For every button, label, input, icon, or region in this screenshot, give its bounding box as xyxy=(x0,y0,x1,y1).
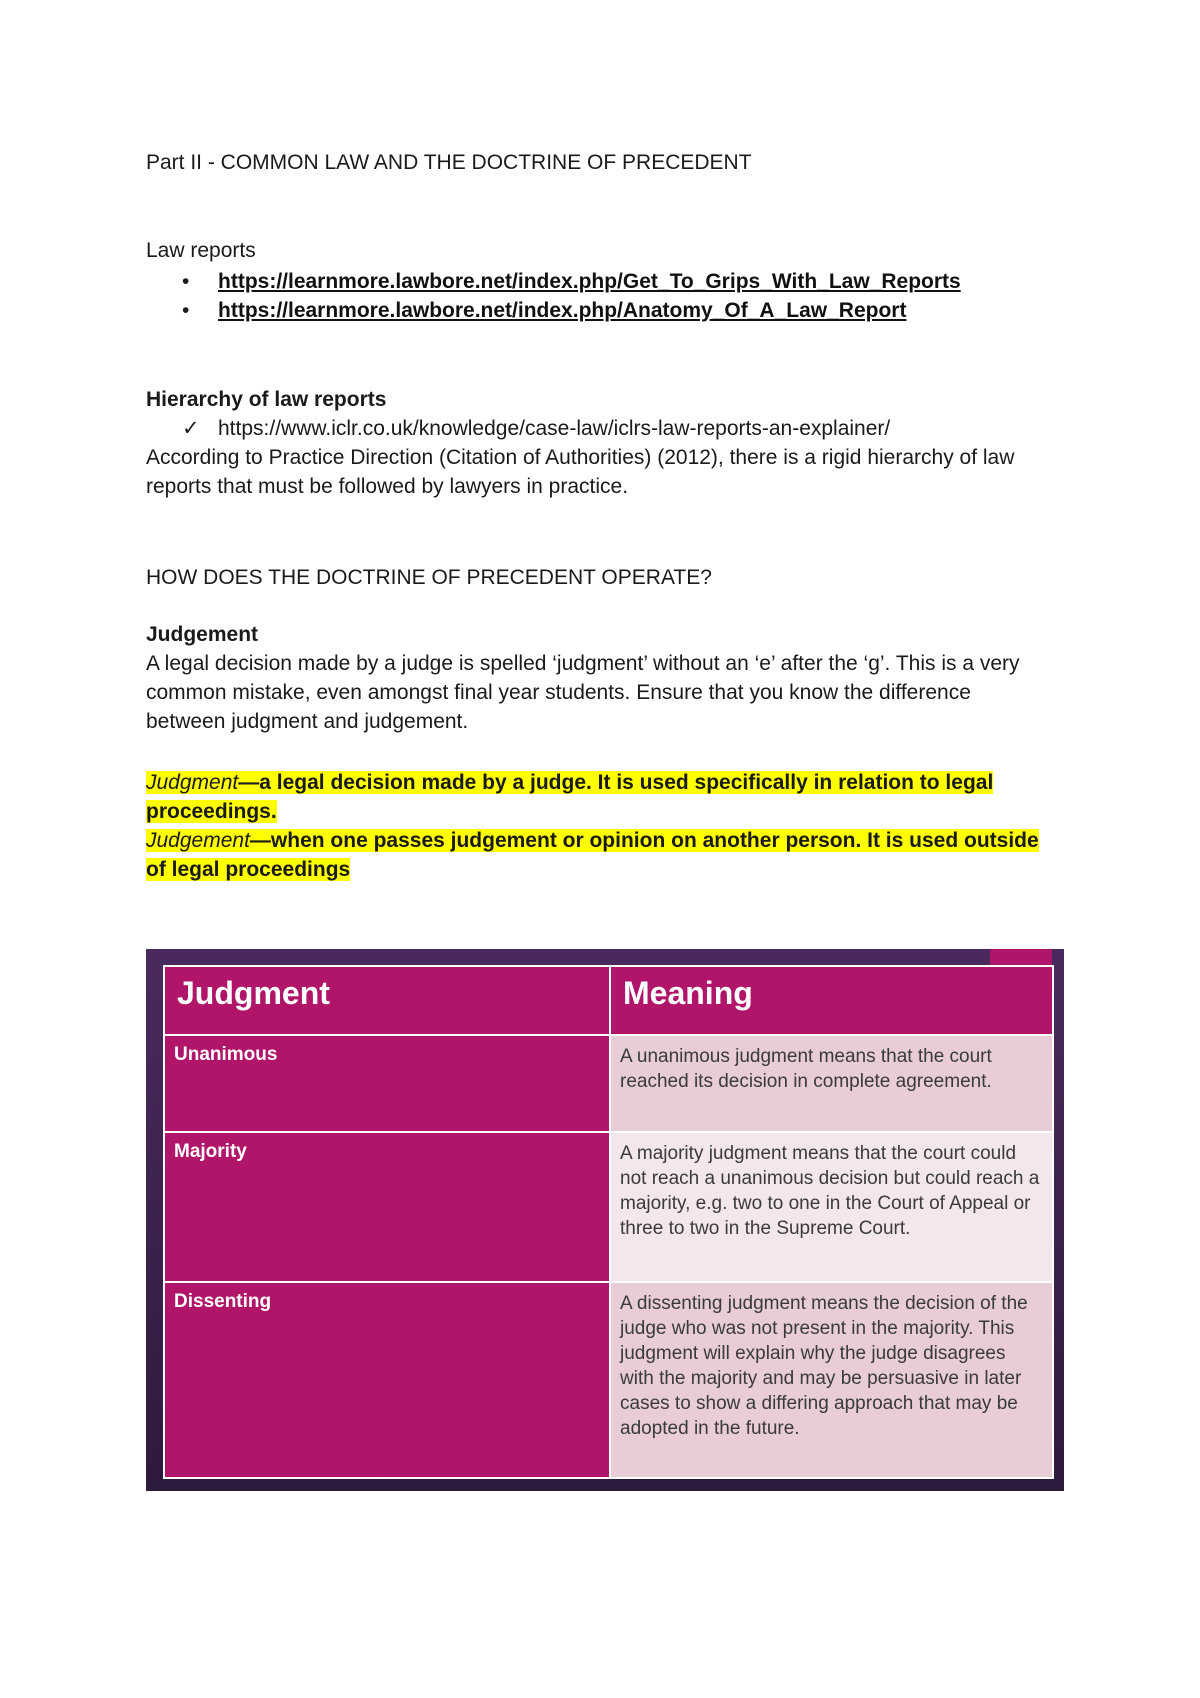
judgement-section xyxy=(146,620,1056,736)
page-title: Part II - COMMON LAW AND THE DOCTRINE OF PRECEDENT xyxy=(146,151,752,174)
judgment-types-table xyxy=(163,965,1054,1479)
highlighted-definitions xyxy=(146,768,1056,884)
row-meaning: A unanimous judgment means that the court reached its decision in complete agreement. xyxy=(610,1035,1053,1132)
judgement-heading: Judgement xyxy=(146,623,259,646)
law-reports-list xyxy=(146,267,961,325)
column-header-meaning: Meaning xyxy=(610,966,1053,1035)
law-reports-section xyxy=(146,236,961,325)
definition-judgment xyxy=(146,768,1056,826)
row-type: Majority xyxy=(164,1132,610,1282)
table-row xyxy=(164,1035,1053,1132)
law-reports-heading: Law reports xyxy=(146,239,256,262)
definition-text: —a legal decision made by a judge. It is used specifically in relation to legal proceedings. xyxy=(146,771,994,823)
column-header-judgment: Judgment xyxy=(164,966,610,1035)
iclr-link[interactable]: https://www.iclr.co.uk/knowledge/case-law/iclrs-law-reports-an-explainer/ xyxy=(218,417,891,440)
hierarchy-heading: Hierarchy of law reports xyxy=(146,388,387,411)
table-row xyxy=(164,1282,1053,1478)
row-meaning: A dissenting judgment means the decision of the judge who was not present in the majority. This judgment will explain why the judge disagrees with the majority and may be persuasive in later cases to show a differing approach that may be adopted in the future. xyxy=(610,1282,1053,1478)
judgement-paragraph: A legal decision made by a judge is spelled ‘judgment’ without an ‘e’ after the ‘g’. This is a very common mistake, even amongst final year students. Ensure that you know the difference between judgment and judgement. xyxy=(146,652,1020,733)
bullet-icon: • xyxy=(182,270,190,293)
section-heading-precedent: HOW DOES THE DOCTRINE OF PRECEDENT OPERATE? xyxy=(146,566,712,589)
definition-term: Judgment xyxy=(146,771,239,794)
table-header-row xyxy=(164,966,1053,1035)
judgment-types-slide xyxy=(146,949,1064,1491)
row-meaning: A majority judgment means that the court could not reach a unanimous decision but could reach a majority, e.g. two to one in the Court of Appeal or three to two in the Supreme Court. xyxy=(610,1132,1053,1282)
list-item xyxy=(146,296,961,325)
law-report-link-1[interactable]: https://learnmore.lawbore.net/index.php/Get_To_Grips_With_Law_Reports xyxy=(218,270,961,293)
law-report-link-2[interactable]: https://learnmore.lawbore.net/index.php/Anatomy_Of_A_Law_Report xyxy=(218,299,907,322)
definition-judgement xyxy=(146,826,1056,884)
list-item xyxy=(146,267,961,296)
bullet-icon: • xyxy=(182,299,190,322)
slide-corner-accent xyxy=(990,949,1052,965)
checkmark-icon: ✓ xyxy=(182,417,200,440)
definition-term: Judgement xyxy=(146,829,250,852)
table-row xyxy=(164,1132,1053,1282)
hierarchy-section xyxy=(146,385,1056,501)
hierarchy-paragraph: According to Practice Direction (Citation of Authorities) (2012), there is a rigid hierarchy of law reports that must be followed by lawyers in practice. xyxy=(146,446,1015,498)
list-item xyxy=(146,414,1056,443)
definition-text: —when one passes judgement or opinion on another person. It is used outside of legal proceedings xyxy=(146,829,1039,881)
row-type: Unanimous xyxy=(164,1035,610,1132)
row-type: Dissenting xyxy=(164,1282,610,1478)
